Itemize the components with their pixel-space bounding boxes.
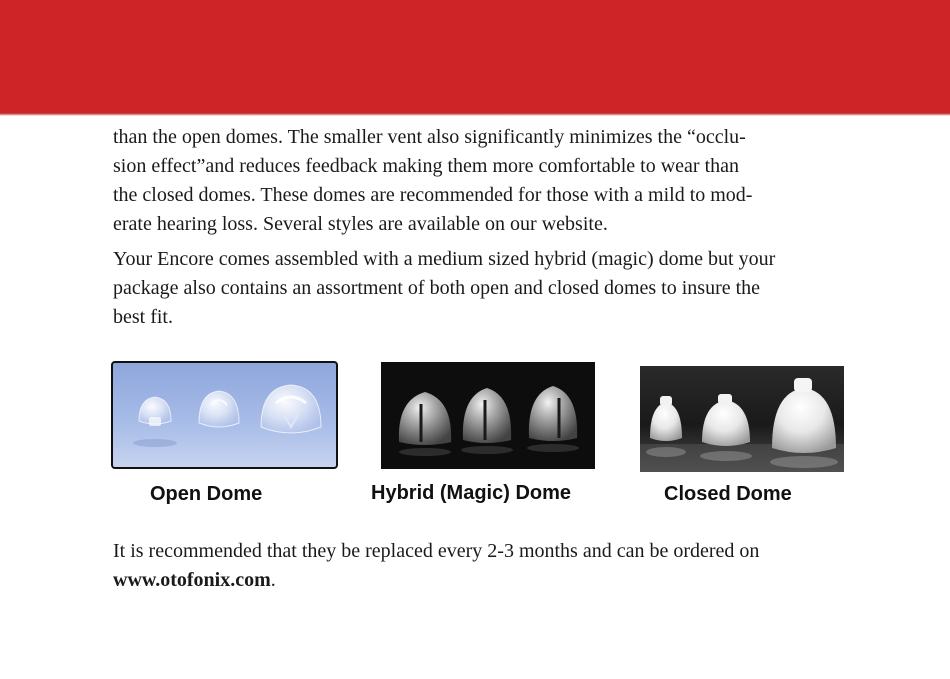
text-line: the closed domes. These domes are recommended for those with a mild to mod- — [113, 184, 753, 206]
header-banner — [0, 0, 950, 113]
text-line: package also contains an assortment of both open and closed domes to insure the — [113, 277, 761, 299]
text-line: best fit. — [113, 306, 173, 328]
open-dome-photo — [111, 361, 338, 469]
website-link[interactable]: www.otofonix.com — [113, 569, 271, 591]
hybrid-dome-photo — [381, 362, 595, 469]
paragraph-assembly — [113, 245, 863, 332]
banner-shadow — [0, 113, 950, 116]
text-line: It is recommended that they be replaced every 2-3 months and can be ordered on — [113, 540, 760, 562]
text-line: than the open domes. The smaller vent also significantly minimizes the “occlu- — [113, 126, 746, 148]
paragraph-hybrid-domes — [113, 123, 863, 239]
text-line: erate hearing loss. Several styles are available on our website. — [113, 213, 608, 235]
caption-closed-dome: Closed Dome — [664, 483, 792, 505]
period: . — [270, 569, 276, 591]
closed-dome-photo — [640, 366, 844, 472]
text-line: Your Encore comes assembled with a medium sized hybrid (magic) dome but your — [113, 248, 776, 270]
caption-open-dome: Open Dome — [150, 483, 263, 505]
text-line: sion effect”and reduces feedback making them more comfortable to wear than — [113, 155, 740, 177]
paragraph-replacement — [113, 537, 863, 595]
caption-hybrid-dome: Hybrid (Magic) Dome — [371, 482, 572, 504]
